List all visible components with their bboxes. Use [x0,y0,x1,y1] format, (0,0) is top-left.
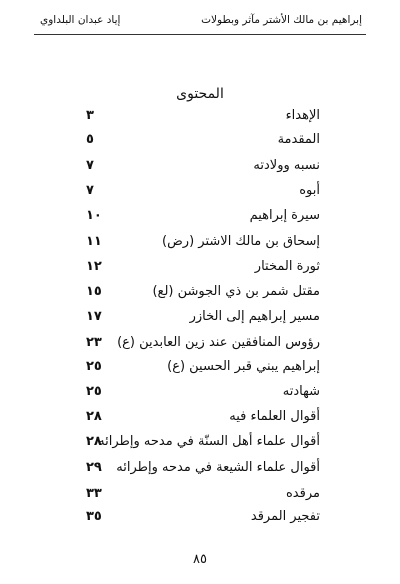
toc-entry-page: ٧ [86,158,94,173]
toc-entry-label: إبراهيم يبني قبر الحسين (ع) [167,359,320,374]
toc-entry-page: ٣٥ [86,509,102,524]
toc-entry-page: ٢٩ [86,460,102,475]
toc-row [0,206,400,226]
running-header-author: إياد عبدان البلداوي [40,14,121,26]
toc-row [0,333,400,353]
toc-entry-label: رؤوس المنافقين عند زين العابدين (ع) [117,335,320,350]
toc-entry-page: ٢٨ [86,434,102,449]
toc-entry-page: ١٠ [86,208,102,223]
toc-entry-label: إسحاق بن مالك الاشتر (رض) [162,234,320,249]
toc-row [0,130,400,150]
toc-entry-page: ٣٣ [86,486,102,501]
toc-row [0,484,400,504]
toc-entry-label: مسير إبراهيم إلى الخازر [189,309,320,324]
toc-row [0,407,400,427]
toc-row [0,257,400,277]
toc-row [0,357,400,377]
toc-entry-label: أبوه [299,183,320,198]
toc-row [0,282,400,302]
toc-entry-label: ثورة المختار [254,259,320,274]
toc-entry-page: ٣ [86,108,94,123]
toc-title: المحتوى [176,86,224,102]
toc-row [0,458,400,478]
toc-row [0,156,400,176]
toc-entry-page: ٢٥ [86,384,102,399]
toc-entry-label: أقوال علماء الشيعة في مدحه وإطرائه [116,460,320,475]
toc-row [0,106,400,126]
toc-row [0,507,400,527]
toc-row [0,307,400,327]
toc-row [0,181,400,201]
toc-entry-page: ٢٣ [86,335,102,350]
toc-entry-label: المقدمة [277,132,320,147]
toc-entry-page: ١٧ [86,309,102,324]
toc-entry-label: أقوال العلماء فيه [229,409,320,424]
toc-entry-page: ٥ [86,132,94,147]
page-number: ٨٥ [193,552,207,567]
toc-entry-page: ٢٥ [86,359,102,374]
toc-entry-page: ١٢ [86,259,102,274]
toc-row [0,432,400,452]
toc-entry-label: شهادته [282,384,320,399]
toc-entry-page: ٧ [86,183,94,198]
toc-entry-label: نسبه وولادته [253,158,320,173]
toc-entry-page: ١١ [86,234,102,249]
toc-entry-page: ١٥ [86,284,102,299]
toc-entry-label: مقتل شمر بن ذي الجوشن (لع) [152,284,320,299]
toc-entry-label: أقوال علماء أهل السنّة في مدحه وإطرائه [98,434,320,449]
toc-entry-page: ٢٨ [86,409,102,424]
toc-row [0,232,400,252]
toc-row [0,382,400,402]
toc-entry-label: مرقده [286,486,320,501]
running-header-title: إبراهيم بن مالك الأشتر مآثر وبطولات [201,14,362,26]
toc-entry-label: الإهداء [285,108,320,123]
toc-entry-label: سيرة إبراهيم [249,208,320,223]
toc-entry-label: تفجير المرقد [250,509,320,524]
